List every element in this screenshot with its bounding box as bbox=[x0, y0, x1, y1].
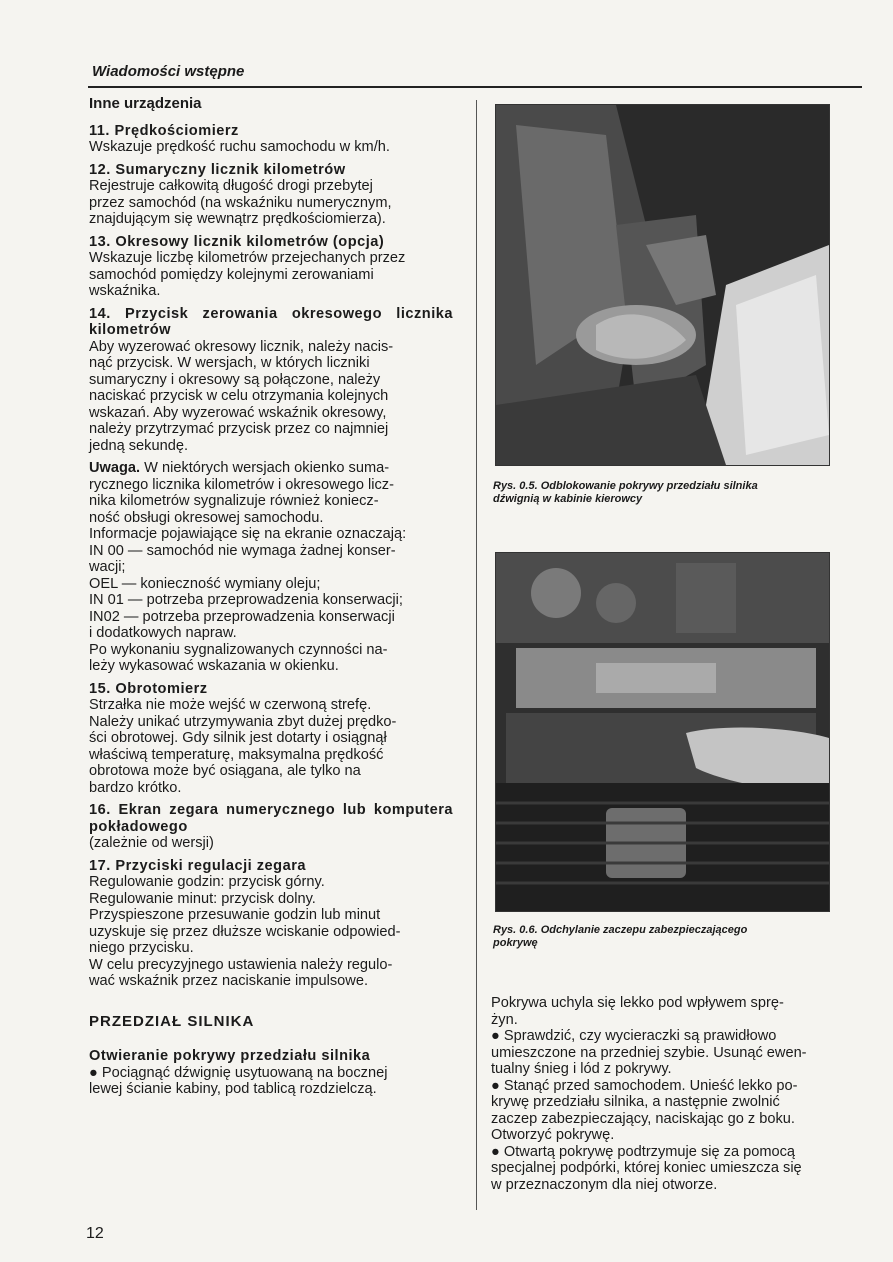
note-label: Uwaga. bbox=[89, 460, 141, 476]
item-text-line: W celu precyzyjnego ustawienia należy regulo- bbox=[89, 956, 393, 973]
note-line: IN 01 — potrzeba przeprowadzenia konserwacji; bbox=[89, 592, 403, 608]
item-text-line: właściwą temperaturę, maksymalna prędkość bbox=[89, 746, 384, 763]
item-text-line: nąć przycisk. W wersjach, w których liczniki bbox=[89, 355, 370, 371]
right-column-text bbox=[491, 995, 853, 1193]
item-text-line: naciskać przycisk w celu otrzymania kolejnych bbox=[89, 388, 389, 404]
body-line: ● Sprawdzić, czy wycieraczki są prawidłowo bbox=[491, 1028, 777, 1044]
subheading: Otwieranie pokrywy przedziału silnika bbox=[89, 1048, 371, 1064]
body-line: ● Stanąć przed samochodem. Unieść lekko po- bbox=[491, 1077, 798, 1094]
item-list bbox=[89, 123, 453, 461]
item-list-2 bbox=[89, 681, 453, 996]
caption-line: Rys. 0.6. Odchylanie zaczepu zabezpieczającego bbox=[493, 924, 748, 936]
section-heading: Inne urządzenia bbox=[89, 95, 202, 112]
note-line: nika kilometrów sygnalizuje również koniecz- bbox=[89, 493, 379, 509]
note-line: Po wykonaniu sygnalizowanych czynności na- bbox=[89, 641, 388, 658]
item-text-line: znajdującym się wewnątrz prędkościomierza). bbox=[89, 211, 386, 227]
item-title: 14. Przycisk zerowania okresowego licznika kilometrów bbox=[89, 305, 453, 338]
item-text-line: Aby wyzerować okresowy licznik, należy nacis- bbox=[89, 338, 394, 355]
figure-caption-1 bbox=[493, 480, 863, 506]
photo-hood-release-lever bbox=[495, 104, 830, 466]
caption-line: pokrywę bbox=[493, 937, 538, 949]
body-line: żyn. bbox=[491, 1011, 518, 1028]
body-line: Otworzyć pokrywę. bbox=[491, 1127, 615, 1143]
item-title: 13. Okresowy licznik kilometrów (opcja) bbox=[89, 233, 385, 250]
item-text-line: przez samochód (na wskaźniku numerycznym, bbox=[89, 194, 392, 211]
photo-hood-latch bbox=[495, 552, 830, 912]
note-line: wacji; bbox=[89, 559, 126, 575]
item-text-line: ści obrotowej. Gdy silnik jest dotarty i osiągnął bbox=[89, 730, 387, 746]
item-text-line: (zależnie od wersji) bbox=[89, 835, 214, 851]
body-line: specjalnej podpórki, której koniec umieszcza się bbox=[491, 1160, 802, 1176]
caption-line: dźwignią w kabinie kierowcy bbox=[493, 493, 643, 505]
note-line: IN02 — potrzeba przeprowadzenia konserwacji bbox=[89, 608, 395, 625]
item-text-line: wskazań. Aby wyzerować wskaźnik okresowy, bbox=[89, 404, 387, 421]
column-divider bbox=[476, 100, 477, 1210]
item-text-line: należy przytrzymać przycisk przez co najmniej bbox=[89, 421, 389, 437]
note-line: rycznego licznika kilometrów i okresowego licz- bbox=[89, 476, 394, 493]
item-text-line: Wskazuje prędkość ruchu samochodu w km/h. bbox=[89, 139, 390, 155]
bullet-paragraph bbox=[89, 1065, 453, 1098]
item-text-line: Należy unikać utrzymywania zbyt dużej prędko- bbox=[89, 713, 397, 730]
bullet-line: lewej ścianie kabiny, pod tablicą rozdzielczą. bbox=[89, 1081, 377, 1097]
item-text-line: Przyspieszone przesuwanie godzin lub minut bbox=[89, 907, 381, 923]
item-title: 17. Przyciski regulacji zegara bbox=[89, 857, 306, 874]
item-text-line: samochód pomiędzy kolejnymi zerowaniami bbox=[89, 266, 374, 283]
note-line: ność obsługi okresowej samochodu. bbox=[89, 509, 324, 526]
item-title: 12. Sumaryczny licznik kilometrów bbox=[89, 161, 346, 178]
note-line: leży wykasować wskazania w okienku. bbox=[89, 658, 339, 674]
body-line: tualny śnieg i lód z pokrywy. bbox=[491, 1061, 672, 1077]
item-text-line: wskaźnika. bbox=[89, 283, 161, 299]
photo-hood-release-lever-svg bbox=[496, 105, 829, 465]
item-title: 16. Ekran zegara numerycznego lub komputera pokładowego bbox=[89, 802, 453, 835]
item-text-line: bardzo krótko. bbox=[89, 779, 182, 796]
body-line: ● Otwartą pokrywę podtrzymuje się za pomocą bbox=[491, 1143, 796, 1160]
header-rule bbox=[88, 86, 862, 88]
item-text-line: sumaryczny i okresowy są połączone, należy bbox=[89, 371, 381, 388]
body-line: w przeznaczonym dla niej otworze. bbox=[491, 1176, 718, 1193]
item-text-line: obrotowa może być osiągana, ale tylko na bbox=[89, 763, 361, 779]
note-line: W niektórych wersjach okienko suma- bbox=[140, 460, 390, 476]
note-line: IN 00 — samochód nie wymaga żadnej konser- bbox=[89, 542, 396, 559]
item-text-line: niego przycisku. bbox=[89, 940, 194, 956]
item-text-line: wać wskaźnik przez naciskanie impulsowe. bbox=[89, 973, 369, 989]
caption-line: Rys. 0.5. Odblokowanie pokrywy przedziału silnika bbox=[493, 480, 758, 492]
body-line: zaczep zabezpieczający, naciskając go z boku. bbox=[491, 1110, 795, 1127]
left-column bbox=[89, 96, 453, 1098]
section-caps-heading: PRZEDZIAŁ SILNIKA bbox=[89, 1012, 255, 1030]
item-text-line: uzyskuje się przez dłuższe wciskanie odpowied- bbox=[89, 923, 401, 940]
body-line: umieszczone na przedniej szybie. Usunąć ewen- bbox=[491, 1044, 807, 1061]
note-paragraph bbox=[89, 460, 453, 681]
photo-hood-latch-svg bbox=[496, 553, 829, 911]
note-line: Informacje pojawiające się na ekranie oznaczają: bbox=[89, 526, 407, 542]
item-text-line: Regulowanie minut: przycisk dolny. bbox=[89, 890, 316, 907]
page-number: 12 bbox=[86, 1225, 104, 1242]
item-text-line: Strzałka nie może wejść w czerwoną strefę. bbox=[89, 697, 372, 713]
note-line: i dodatkowych napraw. bbox=[89, 625, 237, 641]
bullet-line: ● Pociągnąć dźwignię usytuowaną na bocznej bbox=[89, 1064, 388, 1081]
item-text-line: Rejestruje całkowitą długość drogi przebytej bbox=[89, 178, 373, 194]
item-text-line: Wskazuje liczbę kilometrów przejechanych przez bbox=[89, 250, 406, 266]
item-text-line: Regulowanie godzin: przycisk górny. bbox=[89, 874, 325, 890]
running-header: Wiadomości wstępne bbox=[92, 63, 245, 80]
body-line: krywę przedziału silnika, a następnie zwolnić bbox=[491, 1094, 780, 1110]
item-text-line: jedną sekundę. bbox=[89, 437, 188, 454]
note-line: OEL — konieczność wymiany oleju; bbox=[89, 575, 321, 592]
body-line: Pokrywa uchyla się lekko pod wpływem sprę- bbox=[491, 995, 784, 1011]
note-text bbox=[89, 460, 453, 675]
figure-caption-2 bbox=[493, 924, 863, 950]
item-title: 15. Obrotomierz bbox=[89, 680, 208, 697]
item-title: 11. Prędkościomierz bbox=[89, 122, 239, 139]
